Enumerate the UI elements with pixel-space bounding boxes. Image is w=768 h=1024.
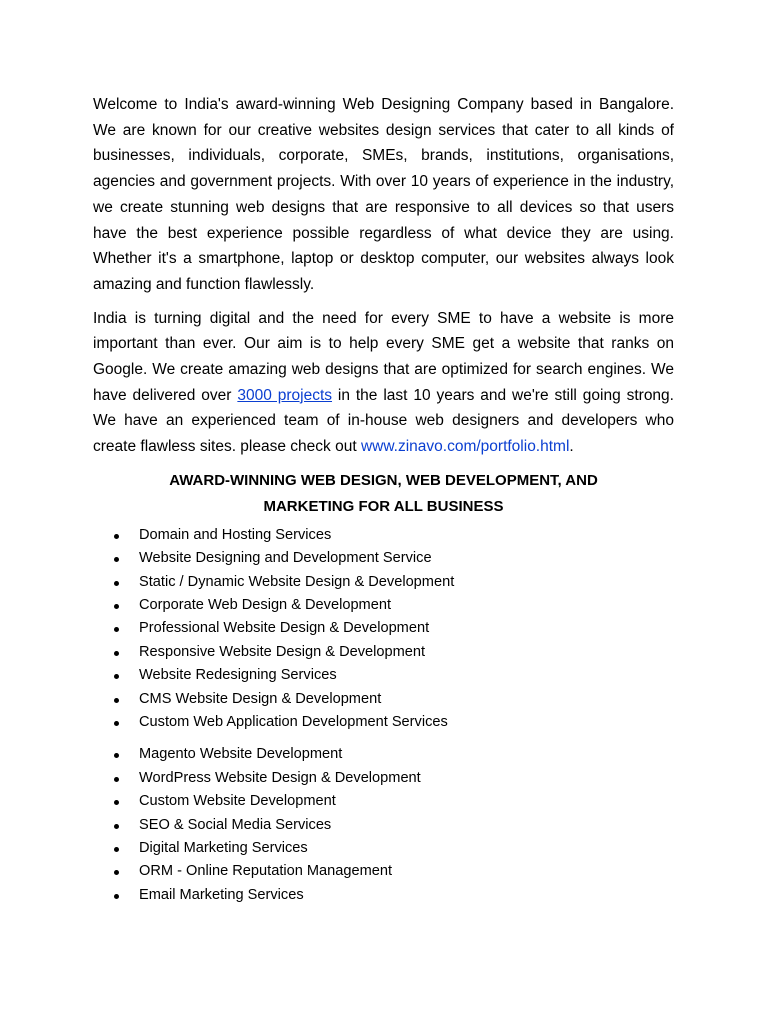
- intro-paragraph: Welcome to India's award-winning Web Designing Company based in Bangalore. We are known for our creative websites design services that cater to all kinds of businesses, individuals, corporate, SMEs, brands, institutions, organisations, agencies and government projects. With over 10 years of experience in the industry, we create stunning web designs that are responsive to all devices so that users have the best experience possible regardless of what device they are using. Whether it's a smartphone, laptop or desktop computer, our websites always look amazing and function flawlessly.: [93, 96, 674, 293]
- service-label: Website Redesigning Services: [139, 667, 337, 684]
- bullet-icon: [114, 627, 119, 632]
- projects-link[interactable]: 3000 projects: [237, 386, 333, 404]
- service-label: Email Marketing Services: [139, 886, 304, 903]
- service-list-item: [93, 617, 674, 640]
- bullet-icon: [114, 800, 119, 805]
- bullet-icon: [114, 604, 119, 609]
- service-label: Custom Web Application Development Services: [139, 713, 448, 730]
- service-list-item: [93, 641, 674, 664]
- section-heading-line-1: AWARD-WINNING WEB DESIGN, WEB DEVELOPMENT, AND: [169, 471, 598, 489]
- services-list-1: [93, 524, 674, 735]
- service-list-item: [93, 688, 674, 711]
- service-label: Custom Website Development: [139, 793, 336, 810]
- document-page: [93, 92, 674, 907]
- digital-paragraph-text: India is turning digital and the need for every SME to have a website is more important than ever. Our aim is to help every SME get a website that ranks on Google. We create amazing web designs that are optimized for search engines. We have delivered over: [93, 309, 674, 404]
- service-label: Corporate Web Design & Development: [139, 597, 392, 614]
- service-label: CMS Website Design & Development: [139, 690, 382, 707]
- service-label: Static / Dynamic Website Design & Development: [139, 573, 455, 590]
- digital-paragraph-continued: in the last 10 years and we're still going strong. We have an experienced team of in-house web designers and developers who create flawless sites. please check out: [93, 386, 674, 456]
- service-label: Domain and Hosting Services: [139, 526, 332, 543]
- section-heading: [93, 468, 674, 520]
- service-label: SEO & Social Media Services: [139, 816, 332, 833]
- bullet-icon: [114, 777, 119, 782]
- service-list-item: [93, 524, 674, 547]
- service-label: Responsive Website Design & Development: [139, 643, 426, 660]
- service-list-item: [93, 743, 674, 766]
- service-label: Magento Website Development: [139, 746, 343, 763]
- bullet-icon: [114, 651, 119, 656]
- service-list-item: [93, 664, 674, 687]
- section-heading-line-2: MARKETING FOR ALL BUSINESS: [263, 497, 504, 515]
- paragraph-end: .: [569, 438, 574, 456]
- bullet-icon: [114, 674, 119, 679]
- bullet-icon: [114, 581, 119, 586]
- bullet-icon: [114, 870, 119, 875]
- service-label: Digital Marketing Services: [139, 839, 308, 856]
- portfolio-link[interactable]: www.zinavo.com/portfolio.html: [360, 438, 570, 456]
- service-list-item: [93, 711, 674, 734]
- service-label: ORM - Online Reputation Management: [139, 863, 393, 880]
- service-list-item: [93, 594, 674, 617]
- services-list-2: [93, 743, 674, 907]
- bullet-icon: [114, 557, 119, 562]
- service-list-item: [93, 790, 674, 813]
- bullet-icon: [114, 698, 119, 703]
- bullet-icon: [114, 753, 119, 758]
- service-list-item: [93, 837, 674, 860]
- digital-paragraph: [93, 306, 674, 460]
- service-list-item: [93, 767, 674, 790]
- service-list-item: [93, 814, 674, 837]
- service-label: Professional Website Design & Development: [139, 620, 430, 637]
- service-label: WordPress Website Design & Development: [139, 769, 421, 786]
- service-list-item: [93, 547, 674, 570]
- bullet-icon: [114, 534, 119, 539]
- bullet-icon: [114, 721, 119, 726]
- service-label: Website Designing and Development Service: [139, 550, 432, 567]
- bullet-icon: [114, 847, 119, 852]
- service-list-item: [93, 571, 674, 594]
- bullet-icon: [114, 894, 119, 899]
- service-list-item: [93, 860, 674, 883]
- service-list-item: [93, 884, 674, 907]
- bullet-icon: [114, 824, 119, 829]
